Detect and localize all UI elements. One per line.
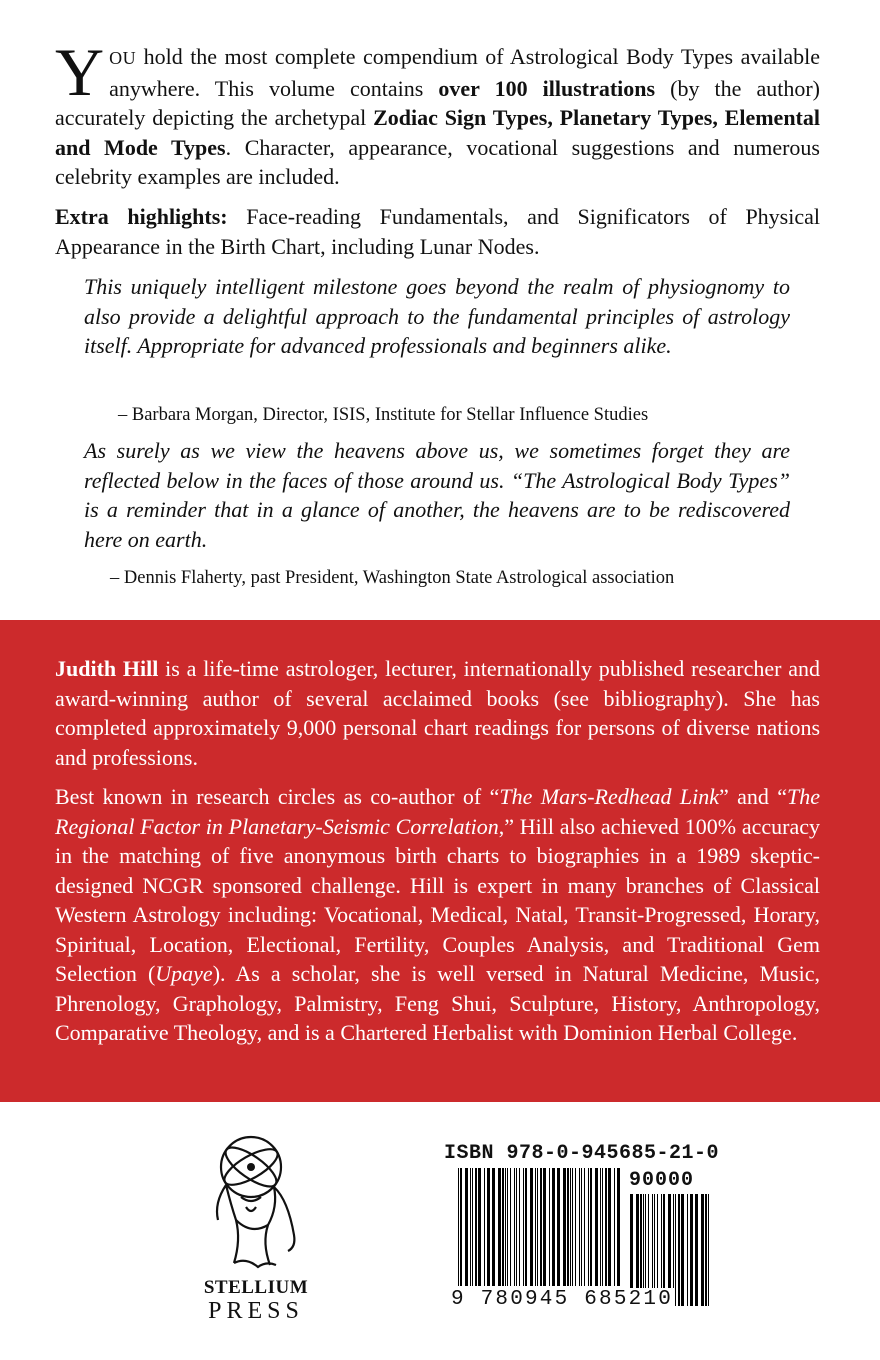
barcode-bar xyxy=(614,1168,615,1286)
barcode-bar xyxy=(507,1168,508,1286)
barcode-bar xyxy=(572,1168,573,1286)
barcode-bar xyxy=(575,1168,576,1286)
barcode-bar xyxy=(584,1168,585,1286)
barcode-bar xyxy=(472,1168,473,1286)
barcode-bar xyxy=(708,1194,709,1306)
barcode-bar xyxy=(690,1194,693,1306)
barcode-bar xyxy=(502,1168,504,1286)
barcode-addon-number: 90000 xyxy=(629,1169,695,1192)
barcode-bar xyxy=(465,1168,468,1286)
barcode-bar xyxy=(470,1168,471,1286)
barcode-bar xyxy=(617,1168,620,1286)
barcode-bar xyxy=(687,1194,688,1306)
barcode-bar xyxy=(557,1168,560,1286)
barcode-bar xyxy=(602,1168,603,1286)
barcode-bar xyxy=(678,1194,680,1306)
barcode-bar xyxy=(567,1168,569,1286)
publisher-name-line1: STELLIUM xyxy=(203,1277,309,1298)
barcode-bar xyxy=(484,1168,485,1286)
barcode-bar xyxy=(487,1168,490,1286)
quote-morgan: This uniquely intelligent milestone goes beyond the realm of physiognomy to also provide a delightful approach to the fundamental principles of astrology itself. Appropriate for advanced professionals and beginners alike. xyxy=(84,274,790,358)
barcode-bar xyxy=(478,1168,481,1286)
barcode-bar xyxy=(540,1168,542,1286)
barcode-bar xyxy=(525,1168,527,1286)
isbn-label: ISBN 978-0-945685-21-0 xyxy=(444,1142,720,1165)
barcode-bar xyxy=(579,1168,580,1286)
barcode-ean-number: 9 780945 685210 xyxy=(451,1288,674,1311)
barcode-bar xyxy=(581,1168,582,1286)
author-bio-band xyxy=(0,620,880,1102)
drop-cap: Y xyxy=(55,34,105,110)
barcode-bar xyxy=(458,1168,459,1286)
barcode-bar xyxy=(505,1168,506,1286)
barcode-bar xyxy=(510,1168,511,1286)
attribution-morgan: – Barbara Morgan, Director, ISIS, Institute for Stellar Influence Studies xyxy=(118,405,649,425)
barcode-bar xyxy=(563,1168,566,1286)
barcode-bar xyxy=(705,1194,707,1306)
barcode-bar xyxy=(498,1168,501,1286)
barcode-bar xyxy=(701,1194,704,1306)
bio-paragraph-1: Judith Hill is a life-time astrologer, lecturer, internationally published researcher and award-winning author of several acclaimed books (see bibliography). She has completed approximately 9,000 personal chart readings for persons of diverse nations and professions. xyxy=(55,656,821,770)
barcode-bar xyxy=(695,1194,698,1306)
barcode-bar xyxy=(552,1168,555,1286)
barcode-bar xyxy=(681,1194,684,1306)
barcode-bar xyxy=(523,1168,524,1286)
publisher-name-line2: PRESS xyxy=(208,1298,304,1324)
barcode-bar xyxy=(605,1168,607,1286)
quote-flaherty: As surely as we view the heavens above us, we sometimes forget they are reflected below in the faces of those around us. “The Astrological Body Types” is a reminder that in a glance of another, the heavens are to be rediscovered here on earth. xyxy=(84,438,790,552)
attribution-flaherty: – Dennis Flaherty, past President, Washington State Astrological association xyxy=(110,568,675,588)
barcode-bar xyxy=(588,1168,589,1286)
intro-paragraph: YOU hold the most complete compendium of Astrological Body Types available anywhere. This volume contains over 100 illustrations (by the author) accurately depicting the archetypal Zodiac Sign Types, Planetary Types, Elemental and Mode Types. Character, appearance, vocational suggestions and numerous celebrity examples are included. xyxy=(55,34,821,189)
barcode-bar xyxy=(675,1194,676,1306)
bio-paragraph-2: Best known in research circles as co-author of “The Mars-Redhead Link” and “The Regional Factor in Planetary-Seismic Correlation,” Hill also achieved 100% accuracy in the matching of five anonymous birth charts to biographies in a 1989 skeptic-designed NCGR sponsored challenge. Hill is expert in many branches of Classical Western Astrology including: Vocational, Medical, Natal, Transit-Progressed, Horary, Spiritual, Location, Electional, Fertility, Couples Analysis, and Traditional Gem Selection (Upaye). As a scholar, she is well versed in Natural Medicine, Music, Phrenology, Graphology, Palmistry, Feng Shui, Sculpture, History, Anthropology, Comparative Theology, and is a Chartered Herbalist with Dominion Herbal College. xyxy=(55,784,820,1045)
barcode-bar xyxy=(475,1168,477,1286)
barcode-bar xyxy=(514,1168,515,1286)
atlas-globe-icon xyxy=(196,1125,316,1275)
barcode-bar xyxy=(460,1168,462,1286)
extra-highlights: Extra highlights: Face-reading Fundamentals, and Significators of Physical Appearance in the Birth Chart, including Lunar Nodes. xyxy=(55,204,820,259)
barcode-bar xyxy=(600,1168,601,1286)
back-cover-footer xyxy=(0,1102,880,1360)
barcode-bar xyxy=(516,1168,517,1286)
barcode-bar xyxy=(590,1168,592,1286)
barcode-bar xyxy=(530,1168,533,1286)
barcode-bar xyxy=(519,1168,520,1286)
barcode-bar xyxy=(537,1168,538,1286)
barcode-bar xyxy=(549,1168,550,1286)
barcode-bar xyxy=(595,1168,598,1286)
barcode-bar xyxy=(535,1168,536,1286)
barcode-bar xyxy=(492,1168,495,1286)
description-section xyxy=(0,0,880,620)
barcode-bar xyxy=(608,1168,611,1286)
barcode-bar xyxy=(543,1168,546,1286)
barcode-bar xyxy=(570,1168,571,1286)
